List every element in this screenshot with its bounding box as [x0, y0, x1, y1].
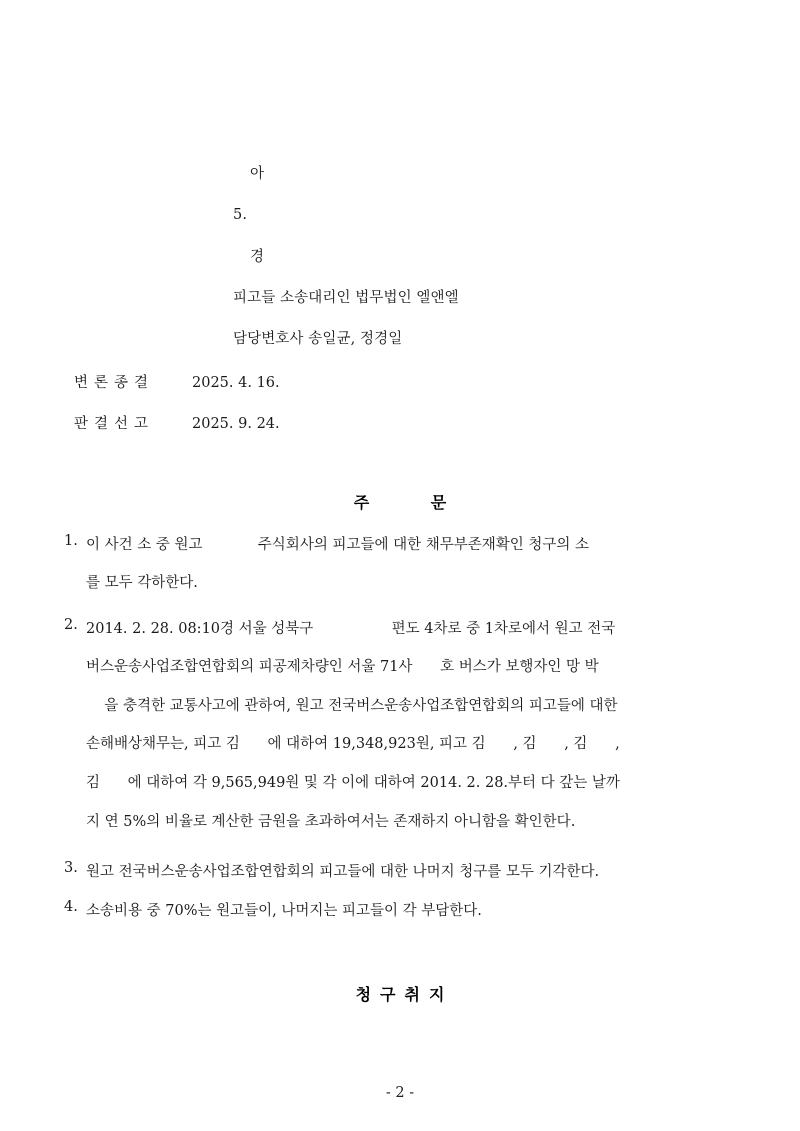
juman-item-2-line-4: 손해배상채무는, 피고 김 에 대하여 19,348,923원, 피고 김 , 김 , 김 ,: [86, 736, 620, 752]
juman-item-1-line-2: 를 모두 각하한다.: [86, 575, 198, 591]
judgment-pronouncement-label: 판결선고: [74, 416, 155, 432]
attorney-in-charge-line: 담당변호사 송일균, 정경일: [233, 331, 403, 347]
juman-item-1-number: 1.: [64, 533, 78, 549]
juman-item-2-line-3: 을 충격한 교통사고에 관하여, 원고 전국버스운송사업조합연합회의 피고들에 대한: [86, 698, 618, 714]
chonggu-chwiji-heading: 청구취지: [355, 985, 454, 1004]
juman-item-4-number: 4.: [64, 899, 78, 915]
redacted-party-fragment-3: 경: [250, 249, 265, 265]
juman-item-1-line-1: 이 사건 소 중 원고 주식회사의 피고들에 대한 채무부존재확인 청구의 소: [86, 537, 589, 553]
juman-item-4-line-1: 소송비용 중 70%는 원고들이, 나머지는 피고들이 각 부담한다.: [86, 903, 482, 919]
juman-item-2-line-1: 2014. 2. 28. 08:10경 서울 성북구 편도 4차로 중 1차로에서 원고 전국: [86, 621, 616, 637]
judgment-pronouncement-date: 2025. 9. 24.: [192, 416, 280, 432]
judgment-pronouncement-row: [74, 412, 280, 433]
redacted-party-fragment-2: 5.: [233, 207, 248, 223]
closing-of-argument-label: 변론종결: [74, 375, 155, 391]
defendants-counsel-line: 피고들 소송대리인 법무법인 엘앤엘: [233, 290, 459, 306]
juman-item-3-line-1: 원고 전국버스운송사업조합연합회의 피고들에 대한 나머지 청구를 모두 기각한다.: [86, 864, 600, 880]
juman-item-2-line-5: 김 에 대하여 각 9,565,949원 및 각 이에 대하여 2014. 2. 28.부터 다 갚는 날까: [86, 775, 620, 791]
closing-of-argument-date: 2025. 4. 16.: [192, 375, 280, 391]
redacted-party-fragment-1: 아: [250, 166, 265, 182]
juman-item-2-line-6: 지 연 5%의 비율로 계산한 금원을 초과하여서는 존재하지 아니함을 확인한다.: [86, 814, 576, 830]
juman-item-2-line-2: 버스운송사업조합연합회의 피공제차량인 서울 71사 호 버스가 보행자인 망 박: [86, 659, 599, 675]
page-number: - 2 -: [385, 1085, 415, 1101]
juman-item-3-number: 3.: [64, 860, 78, 876]
juman-heading: 주 문: [353, 493, 475, 512]
closing-of-argument-row: [74, 371, 280, 392]
juman-item-2-number: 2.: [64, 617, 78, 633]
